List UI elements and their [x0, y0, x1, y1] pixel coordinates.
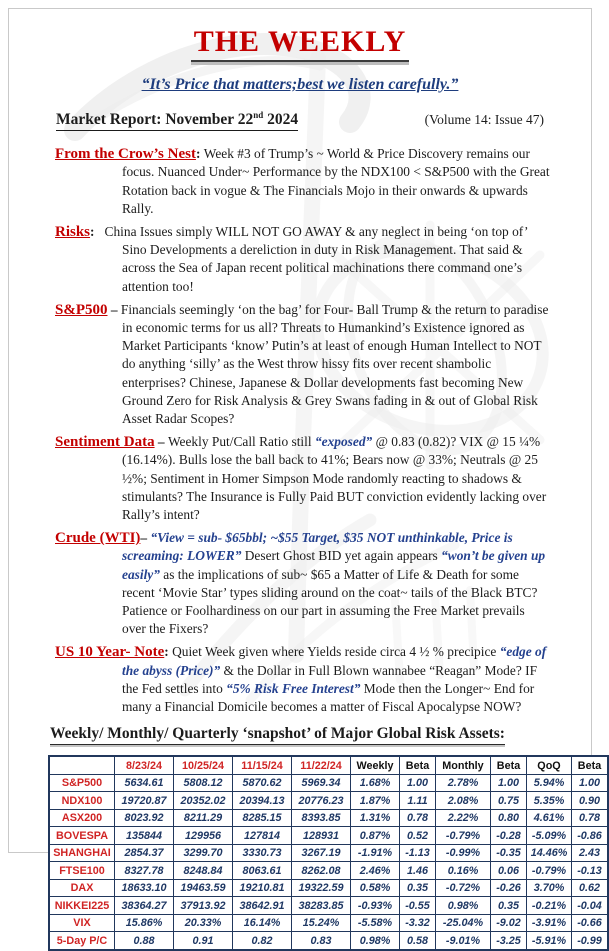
cell-value: 0.83	[292, 932, 351, 950]
section-sp500	[55, 301, 550, 428]
cell-value: -0.55	[400, 897, 436, 915]
cell-value: 20394.13	[233, 792, 292, 810]
cell-value: 129956	[174, 827, 233, 845]
cell-value: -1.13	[400, 844, 436, 862]
table-row	[49, 897, 608, 915]
cell-value: 37913.92	[174, 897, 233, 915]
assets-table-body	[49, 774, 608, 950]
cell-value: -0.72%	[436, 879, 491, 897]
corner-cell	[49, 756, 115, 774]
quote-text: “edge of the abyss (Price)”	[122, 644, 547, 678]
cell-value: 14.46%	[527, 844, 572, 862]
body-text: Desert Ghost BID yet again appears	[241, 548, 442, 564]
row-label: S&P500	[49, 774, 115, 792]
cell-value: 0.90	[572, 792, 609, 810]
cell-value: 1.31%	[351, 809, 400, 827]
cell-value: -0.28	[491, 827, 527, 845]
cell-value: -9.02	[491, 914, 527, 932]
column-header: Beta	[491, 756, 527, 774]
cell-value: 0.75	[491, 792, 527, 810]
cell-value: 19720.87	[115, 792, 174, 810]
section-separator: –	[154, 434, 168, 450]
cell-value: 0.82	[233, 932, 292, 950]
section-crows-nest	[55, 145, 550, 218]
masthead	[0, 25, 600, 62]
table-title-row	[50, 725, 600, 745]
body-text: Mode then the Longer~ End for many a Financial Domicile becomes a matter of Fiscal Apocalypse NOW?	[122, 680, 535, 715]
cell-value: 16.14%	[233, 914, 292, 932]
cell-value: 3.70%	[527, 879, 572, 897]
row-label: BOVESPA	[49, 827, 115, 845]
column-header: 8/23/24	[115, 756, 174, 774]
cell-value: -1.91%	[351, 844, 400, 862]
cell-value: 5969.34	[292, 774, 351, 792]
column-header: 11/15/24	[233, 756, 292, 774]
volume-issue: (Volume 14: Issue 47)	[424, 112, 544, 128]
cell-value: 0.16%	[436, 862, 491, 880]
quote-text: “won’t be given up easily”	[122, 548, 546, 582]
cell-value: -0.26	[491, 879, 527, 897]
cell-value: 15.24%	[292, 914, 351, 932]
cell-value: 135844	[115, 827, 174, 845]
cell-value: 127814	[233, 827, 292, 845]
cell-value: -0.79%	[527, 862, 572, 880]
table-row	[49, 844, 608, 862]
section-separator: :	[90, 223, 105, 239]
table-row	[49, 862, 608, 880]
body-text: China Issues simply WILL NOT GO AWAY & any neglect in being ‘on top of’ Sino Developments a dereliction in duty in Risk Management. That said & across the Sea of Japan recent political machinations there command one’s attention too!	[104, 223, 528, 294]
cell-value: 128931	[292, 827, 351, 845]
cell-value: 0.52	[400, 827, 436, 845]
cell-value: 4.61%	[527, 809, 572, 827]
table-row	[49, 932, 608, 950]
cell-value: 2.08%	[436, 792, 491, 810]
cell-value: 0.78	[400, 809, 436, 827]
section-separator: –	[107, 301, 121, 317]
cell-value: -5.91%	[527, 932, 572, 950]
cell-value: 8393.85	[292, 809, 351, 827]
cell-value: 0.58%	[351, 879, 400, 897]
cell-value: 38642.91	[233, 897, 292, 915]
cell-value: -0.21%	[527, 897, 572, 915]
section-heading-crows-nest: From the Crow’s Nest	[55, 146, 196, 163]
cell-value: 0.62	[572, 879, 609, 897]
cell-value: 1.68%	[351, 774, 400, 792]
cell-value: 0.35	[400, 879, 436, 897]
quote-text: “View = sub- $65bbl; ~$55 Target, $35 NOT unthinkable, Price is screaming: LOWER”	[122, 530, 513, 564]
row-label: SHANGHAI	[49, 844, 115, 862]
body-text: Quiet Week given where Yields reside circa 4 ½ % precipice	[172, 644, 500, 660]
cell-value: -0.66	[572, 914, 609, 932]
section-separator: :	[164, 644, 173, 660]
table-row	[49, 809, 608, 827]
cell-value: 0.98%	[436, 897, 491, 915]
report-title-ordinal: nd	[253, 110, 264, 120]
cell-value: -25.04%	[436, 914, 491, 932]
section-separator: :	[195, 146, 204, 162]
cell-value: 1.00	[572, 774, 609, 792]
body-text: Financials seemingly ‘on the bag’ for Four- Ball Trump & the return to paradise in economic terms for us all? Threats to Humankind’s Existence ignored as Market Participants ‘know’ Putin’s at least of enough Human Intellect to NOT do anything ‘silly’ as the West throw hissy fits over recent shambolic enterprises? Chinese, Japanese & Dollar developments fast becoming New Ground Zero for Risk Analysis & Grey Swans fading in & out of Global Risk Asset Radar Scopes?	[120, 301, 549, 426]
cell-value: -0.04	[572, 897, 609, 915]
cell-value: 0.35	[491, 897, 527, 915]
cell-value: -0.99	[572, 932, 609, 950]
cell-value: 8023.92	[115, 809, 174, 827]
cell-value: 19322.59	[292, 879, 351, 897]
cell-value: 8063.61	[233, 862, 292, 880]
row-label: 5-Day P/C	[49, 932, 115, 950]
section-risks	[55, 223, 550, 296]
section-heading-crude-wti: Crude (WTI)	[55, 530, 141, 547]
row-label: DAX	[49, 879, 115, 897]
column-header: 10/25/24	[174, 756, 233, 774]
cell-value: 38364.27	[115, 897, 174, 915]
tagline-row	[0, 76, 600, 94]
cell-value: 15.86%	[115, 914, 174, 932]
cell-value: -0.13	[572, 862, 609, 880]
cell-value: -0.93%	[351, 897, 400, 915]
cell-value: 3267.19	[292, 844, 351, 862]
cell-value: 2.78%	[436, 774, 491, 792]
cell-value: -0.79%	[436, 827, 491, 845]
cell-value: -5.58%	[351, 914, 400, 932]
row-label: ASX200	[49, 809, 115, 827]
cell-value: -3.25	[491, 932, 527, 950]
cell-value: 0.91	[174, 932, 233, 950]
table-header-row	[49, 756, 608, 774]
report-title-prefix: Market Report: November 22	[56, 111, 254, 129]
report-title	[56, 110, 298, 131]
section-crude-wti	[55, 529, 550, 638]
body-text: as the implications of sub~ $65 a Matter of Life & Death for some recent ‘Movie Star’ types sliding around on the coat~ tails of the Black BTC? Patience or Foolhardiness on our part in assuming the Free Market prevails over the Fixers?	[122, 566, 538, 637]
cell-value: 8285.15	[233, 809, 292, 827]
cell-value: 3299.70	[174, 844, 233, 862]
report-title-suffix: 2024	[263, 111, 299, 129]
row-label: NDX100	[49, 792, 115, 810]
cell-value: 2.22%	[436, 809, 491, 827]
column-header: Beta	[400, 756, 436, 774]
column-header: Beta	[572, 756, 609, 774]
quote-text: “5% Risk Free Interest”	[226, 680, 361, 696]
body-text: @ 0.83 (0.82)? VIX @ 15 ¼% (16.14%). Bulls lose the ball back to 41%; Bears now @ 33%; Neutrals @ 25 ½%; Sentiment in Homer Simpson Mode randomly reacting to shadows & stimulants? The Insurance is Fully Paid BUT conviction evidently lacking over Rally’s intent?	[122, 434, 547, 523]
cell-value: 1.87%	[351, 792, 400, 810]
cell-value: -3.32	[400, 914, 436, 932]
cell-value: 0.87%	[351, 827, 400, 845]
assets-table	[48, 755, 609, 951]
body-text: Week #3 of Trump’s ~ World & Price Discovery remains our focus. Nuanced Under~ Performance by the NDX100 < S&P500 with the Great Rotation back in vogue & The Financials Mojo in their onwards & upwards Rally.	[122, 146, 550, 216]
table-row	[49, 914, 608, 932]
cell-value: 18633.10	[115, 879, 174, 897]
cell-value: -0.35	[491, 844, 527, 862]
cell-value: 20776.23	[292, 792, 351, 810]
page-title: THE WEEKLY	[191, 25, 410, 62]
table-row	[49, 879, 608, 897]
cell-value: 20352.02	[174, 792, 233, 810]
table-row	[49, 827, 608, 845]
cell-value: 1.00	[491, 774, 527, 792]
cell-value: 8211.29	[174, 809, 233, 827]
column-header: 11/22/24	[292, 756, 351, 774]
column-header: Monthly	[436, 756, 491, 774]
cell-value: 0.78	[572, 809, 609, 827]
column-header: QoQ	[527, 756, 572, 774]
quote-text: “exposed”	[314, 434, 373, 450]
cell-value: -9.01%	[436, 932, 491, 950]
cell-value: 5808.12	[174, 774, 233, 792]
assets-table-header	[49, 756, 608, 774]
section-heading-risks: Risks	[55, 223, 91, 240]
column-header: Weekly	[351, 756, 400, 774]
cell-value: 2.43	[572, 844, 609, 862]
cell-value: 8327.78	[115, 862, 174, 880]
cell-value: 3330.73	[233, 844, 292, 862]
cell-value: 8248.84	[174, 862, 233, 880]
cell-value: 1.46	[400, 862, 436, 880]
section-us-10-year-note	[55, 643, 550, 716]
cell-value: 20.33%	[174, 914, 233, 932]
cell-value: 19463.59	[174, 879, 233, 897]
cell-value: 2.46%	[351, 862, 400, 880]
cell-value: -0.99%	[436, 844, 491, 862]
cell-value: -5.09%	[527, 827, 572, 845]
cell-value: -0.86	[572, 827, 609, 845]
table-row	[49, 792, 608, 810]
cell-value: 0.58	[400, 932, 436, 950]
cell-value: 19210.81	[233, 879, 292, 897]
row-label: VIX	[49, 914, 115, 932]
cell-value: 0.06	[491, 862, 527, 880]
row-label: NIKKEI225	[49, 897, 115, 915]
cell-value: 5.94%	[527, 774, 572, 792]
cell-value: 2854.37	[115, 844, 174, 862]
cell-value: -3.91%	[527, 914, 572, 932]
table-title: Weekly/ Monthly/ Quarterly ‘snapshot’ of Major Global Risk Assets:	[50, 725, 505, 745]
cell-value: 0.88	[115, 932, 174, 950]
cell-value: 1.00	[400, 774, 436, 792]
sections	[0, 145, 600, 716]
cell-value: 0.98%	[351, 932, 400, 950]
report-row	[56, 110, 544, 131]
body-text: Weekly Put/Call Ratio still	[167, 434, 315, 450]
section-heading-sentiment-data: Sentiment Data	[55, 434, 155, 451]
body-text: & the Dollar in Full Blown wannabee “Reagan” Mode? IF the Fed settles into	[122, 662, 538, 696]
section-sentiment-data	[55, 433, 550, 524]
section-separator: –	[140, 530, 151, 546]
section-heading-sp500: S&P500	[55, 301, 108, 318]
cell-value: 8262.08	[292, 862, 351, 880]
cell-value: 5870.62	[233, 774, 292, 792]
tagline: “It’s Price that matters;best we listen carefully.”	[141, 76, 459, 93]
section-heading-us-10-year-note: US 10 Year- Note	[55, 644, 165, 661]
cell-value: 5.35%	[527, 792, 572, 810]
row-label: FTSE100	[49, 862, 115, 880]
cell-value: 38283.85	[292, 897, 351, 915]
cell-value: 1.11	[400, 792, 436, 810]
cell-value: 5634.61	[115, 774, 174, 792]
table-row	[49, 774, 608, 792]
cell-value: 0.80	[491, 809, 527, 827]
